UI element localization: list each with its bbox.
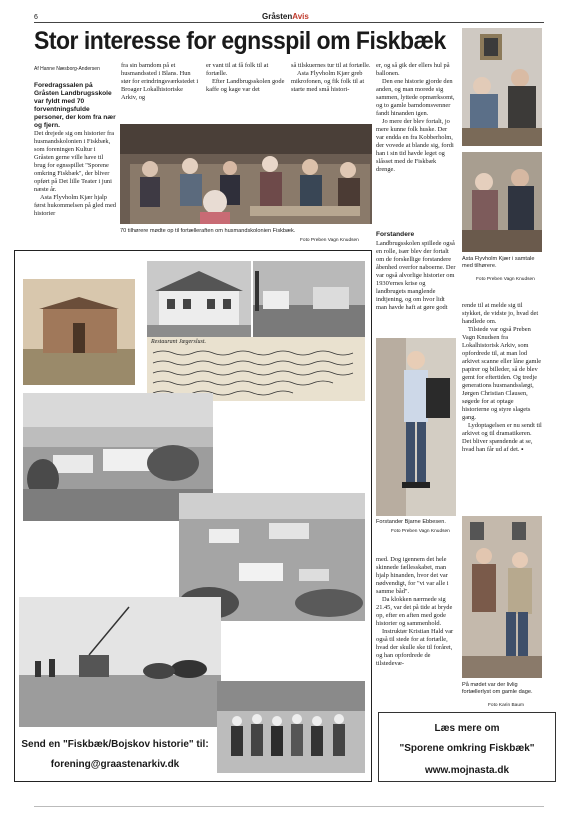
col5-para-1: er, og så gik der ellers hul på ballonen. (376, 62, 450, 77)
collage-restaurant-photo (147, 261, 251, 337)
promo-line-2: "Sporene omkring Fiskbæk" (399, 743, 535, 754)
mood-caption: På mødet var der livlig fortællerlyst om gamle dage. (462, 682, 533, 695)
audience-credit: Foto Preben Vagn Knudsen (300, 238, 359, 243)
col5c-para-3: Instruktør Kristian Hald var også til stede for at fortælle, hvad der skulle ske til foråret, og han opfordrede de tilstedevæ- (376, 628, 454, 667)
shed-image (23, 279, 135, 385)
article-column-6 (462, 302, 542, 504)
bjarne-image (376, 338, 456, 516)
subhead-forstandere: Forstandere (376, 231, 415, 238)
postcard-label: Restaurant Jægerslust. (151, 339, 206, 345)
col3-para-1: er vant til at få folk til at fortælle. (206, 62, 269, 77)
asta-photo-bottom (462, 152, 542, 252)
group-image (217, 681, 365, 773)
masthead (262, 12, 309, 21)
collage-send-story-line: Send en "Fiskbæk/Bojskov historie" til: (21, 739, 209, 750)
collage-send-email: forening@graastenarkiv.dk (50, 759, 180, 770)
mood-credit: Foto Karin Baum (488, 703, 524, 708)
asta-credit: Foto Preben Vagn Knudsen (476, 277, 535, 282)
village-image (253, 261, 365, 337)
article-column-5b (376, 240, 456, 336)
col5-para-2: Den ene historie gjorde den anden, og man morede sig sammen, lyttede opmærksomt, og to gamle barndomsvenner fandt hinanden igen. (376, 78, 455, 117)
restaurant-image (147, 261, 251, 337)
top-rule (34, 22, 544, 23)
col5c-para-2: Da klokken nærmede sig 21.45, var det på tide at bryde op, efter en aften med gode historier og sammenhold. (376, 596, 453, 627)
promo-line-1: Læs mere om (434, 723, 500, 734)
mood-photo (462, 516, 542, 678)
byline: Af Hanne Næsborg-Andersen (34, 66, 100, 72)
audience-photo (120, 124, 372, 224)
promo-url[interactable]: www.mojnasta.dk (424, 765, 510, 776)
collage-postcard-letter (147, 337, 365, 401)
asta-photo-top (462, 28, 542, 146)
asta-photo-top-image (462, 28, 542, 146)
collage-harvest-photo (19, 597, 221, 727)
bjarne-credit: Foto Preben Vagn Knudsen (391, 529, 450, 534)
article-column-1 (34, 82, 116, 246)
col2-para-1: fra sin barndom på et husmandssted i Blans. Hun stør for erindringsværkstedet i Broager Lokalhistoriske Arkiv, og (121, 62, 199, 101)
article-lead: Foredragssalen på Gråsten Landbrugsskole var fyldt med 70 forventningsfulde personer, der kom fra nær og fjern. (34, 82, 116, 129)
article-column-5c (376, 556, 456, 680)
col5b-para-1: Landbrugsskolen spillede også en rolle, især blev der fortalt om de forskellige forstandere åbenhed overfor naboerne. Der var også alvorlige historier om 1930'ernes krise og landbrugets manglende indtjening, og om hvor lidt man havde haft at gøre godt (376, 240, 456, 311)
col1-para-1: Det drejede sig om historier fra husmandskolonien i Fiskbæk, som foreningen Kultur i Gråsten gerne ville have til brug for egnsspillet "Sporene omkring Fiskbæk", der bliver opført på Det lille Teater i juni næste år. (34, 130, 115, 193)
audience-caption: 70 tilhørere mødte op til fortælleraften om husmandskolonien Fiskbæk. (120, 228, 296, 234)
mood-image (462, 516, 542, 678)
masthead-right: Avis (292, 12, 309, 21)
article-column-2 (121, 62, 199, 118)
asta-caption: Asta Flyvholm Kjær i samtale med tilhørere. (462, 256, 535, 269)
col4-para-2: Asta Flyvholm Kjær greb mikrofonen, og fik folk til at starte med små histori- (291, 70, 365, 93)
col4-para-1: så tilskuernes tur til at fortælle. (291, 62, 371, 69)
article-column-4 (291, 62, 371, 118)
handwriting-image (151, 349, 361, 399)
col6-para-2: Tilstede var også Preben Vagn Knudsen fra Lokalhistorisk Arkiv, som opfordrede til, at man lod arkivet scanne eller låne gamle papirer og billeder, så de blev gemt for eftertiden. Og tredje generations husmandsslægt, Jørgen Christian Clausen, søgede for at optage historierne og styre slagets gang. (462, 326, 542, 421)
page-number: 6 (34, 14, 38, 21)
headline: Stor interesse for egnsspil om Fiskbæk (34, 25, 446, 55)
bjarne-caption: Forstander Bjarne Ebbesen. (376, 519, 446, 525)
historic-collage (14, 250, 372, 782)
asta-photo-bottom-image (462, 152, 542, 252)
col3-para-2: Efter Landbrugsskolen gode kaffe og kage var det (206, 78, 285, 93)
harvest-image (19, 597, 221, 727)
bottom-rule (34, 806, 544, 807)
collage-village-photo (253, 261, 365, 337)
article-column-3 (206, 62, 286, 118)
collage-group-photo (217, 681, 365, 773)
promo-box (378, 712, 556, 782)
col1-para-2: Asta Flyvholm Kjær hjalp først hukommelsen på gled med historier (34, 194, 116, 217)
audience-photo-image (120, 124, 372, 224)
col6-para-3: Lydoptagelsen er nu sendt til arkivet og til dramatikeren. Det bliver spændende at se, hvad han får ud af det. ▪ (462, 422, 542, 453)
bjarne-photo (376, 338, 456, 516)
col5-para-3: Jo mere der blev fortalt, jo mere kunne folk huske. Der var endda en fra Kobberholm, der vovede at blande sig, fordi han i sin tid havde leget og slåsset med de Fiskbæk drenge. (376, 118, 454, 173)
article-column-5 (376, 62, 456, 230)
collage-shed-photo (23, 279, 135, 385)
col5c-para-1: med. Dog igennem det hele skinnede fællesskabet, man hjalp hinanden, hvor det var nødvendigt, for "vi var alle i samme båd". (376, 556, 449, 595)
masthead-left: Gråsten (262, 12, 293, 21)
col6-para-1: rende til at melde sig til stykket, de vidste jo, hvad det handlede om. (462, 302, 539, 325)
